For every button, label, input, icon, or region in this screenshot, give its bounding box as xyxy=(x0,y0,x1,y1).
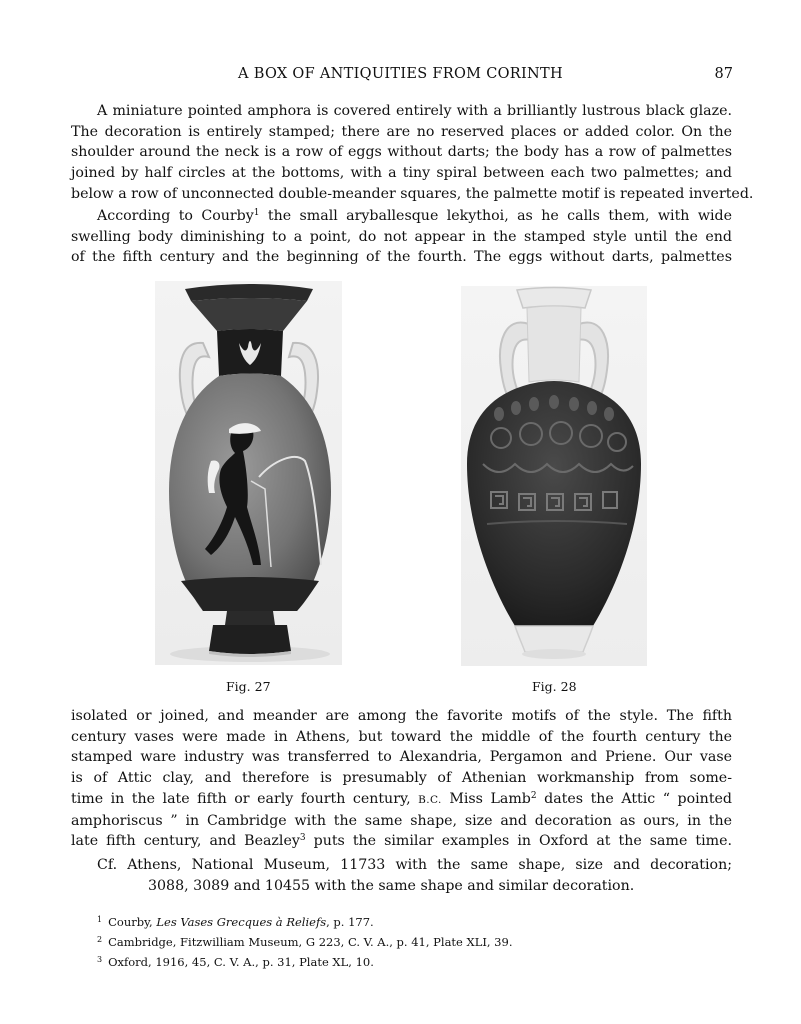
footnote-text: Oxford, 1916, 45, C. V. A., p. 31, Plate XL, 10. xyxy=(108,955,374,969)
text-line: Cf. Athens, National Museum, 11733 with the same shape, size and decoration; xyxy=(97,857,732,873)
footnote-number: 1 xyxy=(97,915,103,924)
text-fragment: puts the similar examples in Oxford at the same time. xyxy=(305,833,732,850)
text-line xyxy=(71,206,732,227)
figure-28-caption: Fig. 28 xyxy=(532,679,577,694)
footnote-number: 3 xyxy=(97,955,103,964)
text-line: joined by half circles at the bottoms, with a tiny spiral between each two palmettes; and xyxy=(71,165,732,182)
footnote-number: 2 xyxy=(97,935,103,944)
footnote-ref: 1 xyxy=(253,208,260,218)
text-line: century vases were made in Athens, but toward the middle of the fourth century the xyxy=(71,728,732,745)
text-line xyxy=(71,789,732,811)
text-line: shoulder around the neck is a row of eggs without darts; the body has a row of palmettes xyxy=(71,144,732,161)
footnote xyxy=(97,951,512,971)
text-line: of the fifth century and the beginning of the fourth. The eggs without darts, palmettes xyxy=(71,249,732,266)
era-abbreviation: B.C. xyxy=(418,793,442,806)
footnote-ref: 3 xyxy=(299,833,306,844)
text-line: below a row of unconnected double-meander squares, the palmette motif is repeated inverted. xyxy=(71,185,754,202)
figure-28-amphora-photo xyxy=(461,286,647,666)
text-fragment: late fifth century, and Beazley xyxy=(71,833,300,850)
paragraph-courby xyxy=(71,206,732,268)
figure-27-caption: Fig. 27 xyxy=(226,679,271,694)
footnote-ref: 2 xyxy=(530,790,537,801)
text-line: A miniature pointed amphora is covered entirely with a brilliantly lustrous black glaze. xyxy=(97,103,732,119)
text-line: is of Attic clay, and therefore is presumably of Athenian workmanship from some- xyxy=(71,770,732,787)
running-title: A BOX OF ANTIQUITIES FROM CORINTH xyxy=(238,66,563,82)
footnote xyxy=(97,911,512,931)
text-fragment: According to Courby xyxy=(97,208,254,224)
footnote-text: , p. 177. xyxy=(326,915,374,929)
footnote xyxy=(97,931,512,951)
footnote-text: Cambridge, Fitzwilliam Museum, G 223, C. V. A., p. 41, Plate XLI, 39. xyxy=(108,935,513,949)
text-line: 3088, 3089 and 10455 with the same shape and similar decoration. xyxy=(148,877,635,894)
text-fragment: dates the Attic “ pointed xyxy=(536,790,732,807)
footnote-title: Les Vases Grecques à Reliefs xyxy=(156,915,327,929)
paragraph-motifs xyxy=(71,706,732,852)
footnote-text: Courby, xyxy=(108,915,157,929)
text-fragment: Miss Lamb xyxy=(441,790,531,807)
text-line: swelling body diminishing to a point, do not appear in the stamped style until the end xyxy=(71,228,732,245)
text-line xyxy=(71,831,732,852)
paragraph-comparanda xyxy=(71,855,732,896)
figure-27-amphora-photo xyxy=(155,281,342,665)
text-fragment: time in the late fifth or early fourth century, xyxy=(71,790,419,807)
footnotes xyxy=(97,911,512,971)
text-line: stamped ware industry was transferred to Alexandria, Pergamon and Priene. Our vase xyxy=(71,749,732,766)
running-header xyxy=(0,66,801,86)
text-line: isolated or joined, and meander are among the favorite motifs of the style. The fifth xyxy=(71,708,732,724)
text-line: amphoriscus ” in Cambridge with the same shape, size and decoration as ours, in the xyxy=(71,812,732,829)
text-line: The decoration is entirely stamped; there are no reserved places or added color. On the xyxy=(71,123,732,140)
paragraph-amphora-description xyxy=(71,101,754,205)
text-fragment: the small aryballesque lekythoi, as he calls them, with wide xyxy=(259,208,732,224)
page-number: 87 xyxy=(714,66,733,82)
